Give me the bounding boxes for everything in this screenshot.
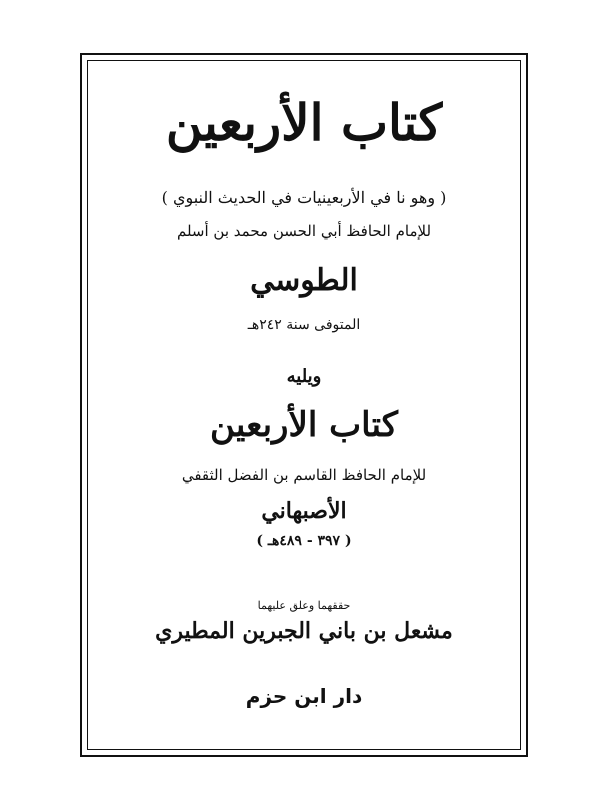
- author-nisba: الطوسي: [250, 263, 358, 298]
- second-book-title: كتاب الأربعين: [210, 405, 398, 445]
- author-line: للإمام الحافظ أبي الحسن محمد بن أسلم: [176, 222, 432, 240]
- second-author-dates: ( ٣٩٧ - ٤٨٩هـ ): [256, 533, 352, 549]
- second-author-line: للإمام الحافظ القاسم بن الفضل الثقفي: [181, 466, 427, 484]
- publisher-name: دار ابن حزم: [245, 684, 363, 708]
- author-death-date: المتوفى سنة ٢٤٢هـ: [247, 317, 361, 333]
- book-subtitle: ( وهو نا في الأربعينيات في الحديث النبوي ): [161, 188, 447, 207]
- editor-name: مشعل بن باني الجبرين المطيري: [155, 618, 453, 644]
- book-title: كتاب الأربعين: [165, 93, 443, 152]
- second-author-nisba: الأصبهاني: [261, 498, 347, 524]
- editor-role: حققهما وعلق عليهما: [257, 599, 351, 612]
- followed-by-label: ويليه: [286, 366, 322, 387]
